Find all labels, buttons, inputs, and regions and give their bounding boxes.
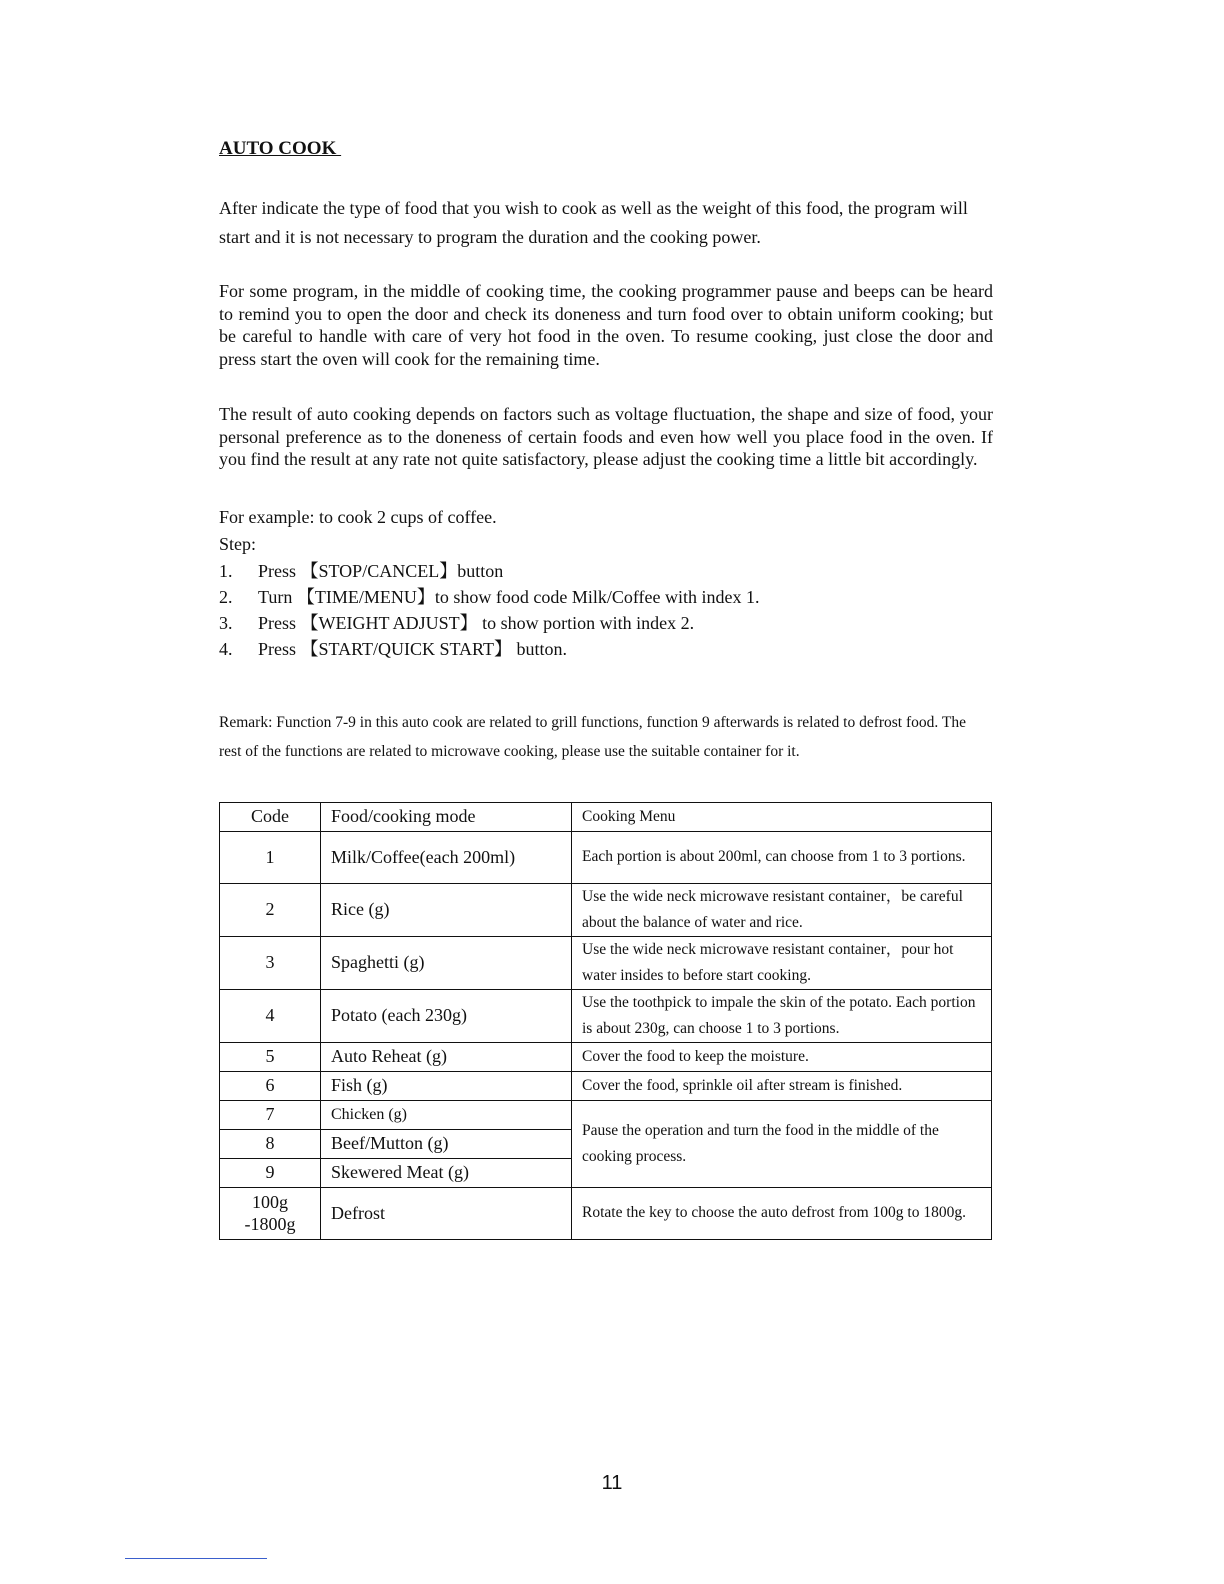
table-row (220, 936, 992, 989)
step-text: Press 【STOP/CANCEL】button (258, 560, 504, 581)
code-range-end: -1800g (244, 1214, 296, 1234)
food-cell: Auto Reheat (g) (321, 1042, 572, 1071)
menu-cell: Each portion is about 200ml, can choose from 1 to 3 portions. (572, 831, 992, 883)
code-range-start: 100g (252, 1192, 288, 1212)
step-label: Step: (219, 533, 257, 554)
result-paragraph: The result of auto cooking depends on factors such as voltage fluctuation, the shape and size of food, your personal preference as to the doneness of certain foods and even how well you place food in the oven. If you find the result at any rate not quite satisfactory, please adjust the cooking time a little bit accordingly. (219, 404, 993, 469)
pause-paragraph: For some program, in the middle of cooking time, the cooking programmer pause and beeps can be heard to remind you to open the door and check its doneness and turn food over to obtain uniform cooking; but be careful to handle with care of very hot food in the oven. To resume cooking, just close the door and press start the oven will cook for the remaining time. (219, 281, 993, 369)
remark-note: Remark: Function 7-9 in this auto cook are related to grill functions, function 9 afterwards is related to defrost food. The rest of the functions are related to microwave cooking, please use the suitable container for it. (219, 713, 966, 760)
food-cell: Rice (g) (321, 883, 572, 936)
food-cell: Skewered Meat (g) (321, 1158, 572, 1187)
food-cell: Milk/Coffee(each 200ml) (321, 831, 572, 883)
step-item (219, 610, 993, 636)
header-code: Code (220, 802, 321, 831)
table-row (220, 1042, 992, 1071)
step-text: Turn 【TIME/MENU】to show food code Milk/Coffee with index 1. (258, 586, 760, 607)
step-number: 2. (219, 586, 233, 607)
code-cell: 9 (220, 1158, 321, 1187)
step-number: 1. (219, 560, 233, 581)
table-header-row (220, 802, 992, 831)
header-menu: Cooking Menu (572, 802, 992, 831)
food-cell: Chicken (g) (321, 1100, 572, 1129)
food-cell: Fish (g) (321, 1071, 572, 1100)
example-section (219, 504, 993, 558)
table-row (220, 989, 992, 1042)
table-row (220, 883, 992, 936)
step-item (219, 558, 993, 584)
food-cell: Beef/Mutton (g) (321, 1129, 572, 1158)
example-intro: For example: to cook 2 cups of coffee. (219, 506, 497, 527)
step-number: 4. (219, 638, 233, 659)
step-list (219, 558, 993, 662)
menu-cell-grill: Pause the operation and turn the food in the middle of the cooking process. (572, 1100, 992, 1187)
step-text: Press 【WEIGHT ADJUST】 to show portion with index 2. (258, 612, 695, 633)
table-row (220, 831, 992, 883)
menu-cell: Cover the food, sprinkle oil after stream is finished. (572, 1071, 992, 1100)
code-cell: 2 (220, 883, 321, 936)
step-item (219, 636, 993, 662)
code-cell: 3 (220, 936, 321, 989)
menu-cell: Use the wide neck microwave resistant container，pour hot water insides to before start cooking. (572, 936, 992, 989)
menu-cell: Rotate the key to choose the auto defrost from 100g to 1800g. (572, 1187, 992, 1239)
food-cell: Defrost (321, 1187, 572, 1239)
step-text: Press 【START/QUICK START】 button. (258, 638, 567, 659)
intro-paragraph: After indicate the type of food that you wish to cook as well as the weight of this food, the program will start and it is not necessary to program the duration and the cooking power. (219, 198, 968, 247)
code-cell: 1 (220, 831, 321, 883)
code-cell: 6 (220, 1071, 321, 1100)
table-row (220, 1100, 992, 1129)
menu-cell: Cover the food to keep the moisture. (572, 1042, 992, 1071)
food-cell: Potato (each 230g) (321, 989, 572, 1042)
footnote-divider (125, 1558, 267, 1559)
menu-cell: Use the toothpick to impale the skin of the potato. Each portion is about 230g, can choose 1 to 3 portions. (572, 989, 992, 1042)
table-row (220, 1071, 992, 1100)
table-row (220, 1187, 992, 1239)
auto-cook-table (219, 802, 992, 1240)
code-cell: 8 (220, 1129, 321, 1158)
code-cell: 4 (220, 989, 321, 1042)
code-cell: 5 (220, 1042, 321, 1071)
food-cell: Spaghetti (g) (321, 936, 572, 989)
step-number: 3. (219, 612, 233, 633)
manual-page (219, 136, 993, 1240)
code-cell-defrost (220, 1187, 321, 1239)
menu-cell: Use the wide neck microwave resistant container，be careful about the balance of water and rice. (572, 883, 992, 936)
code-cell: 7 (220, 1100, 321, 1129)
page-number: 11 (601, 1472, 623, 1494)
step-item (219, 584, 993, 610)
section-heading: AUTO COOK (219, 138, 342, 159)
header-food: Food/cooking mode (321, 802, 572, 831)
